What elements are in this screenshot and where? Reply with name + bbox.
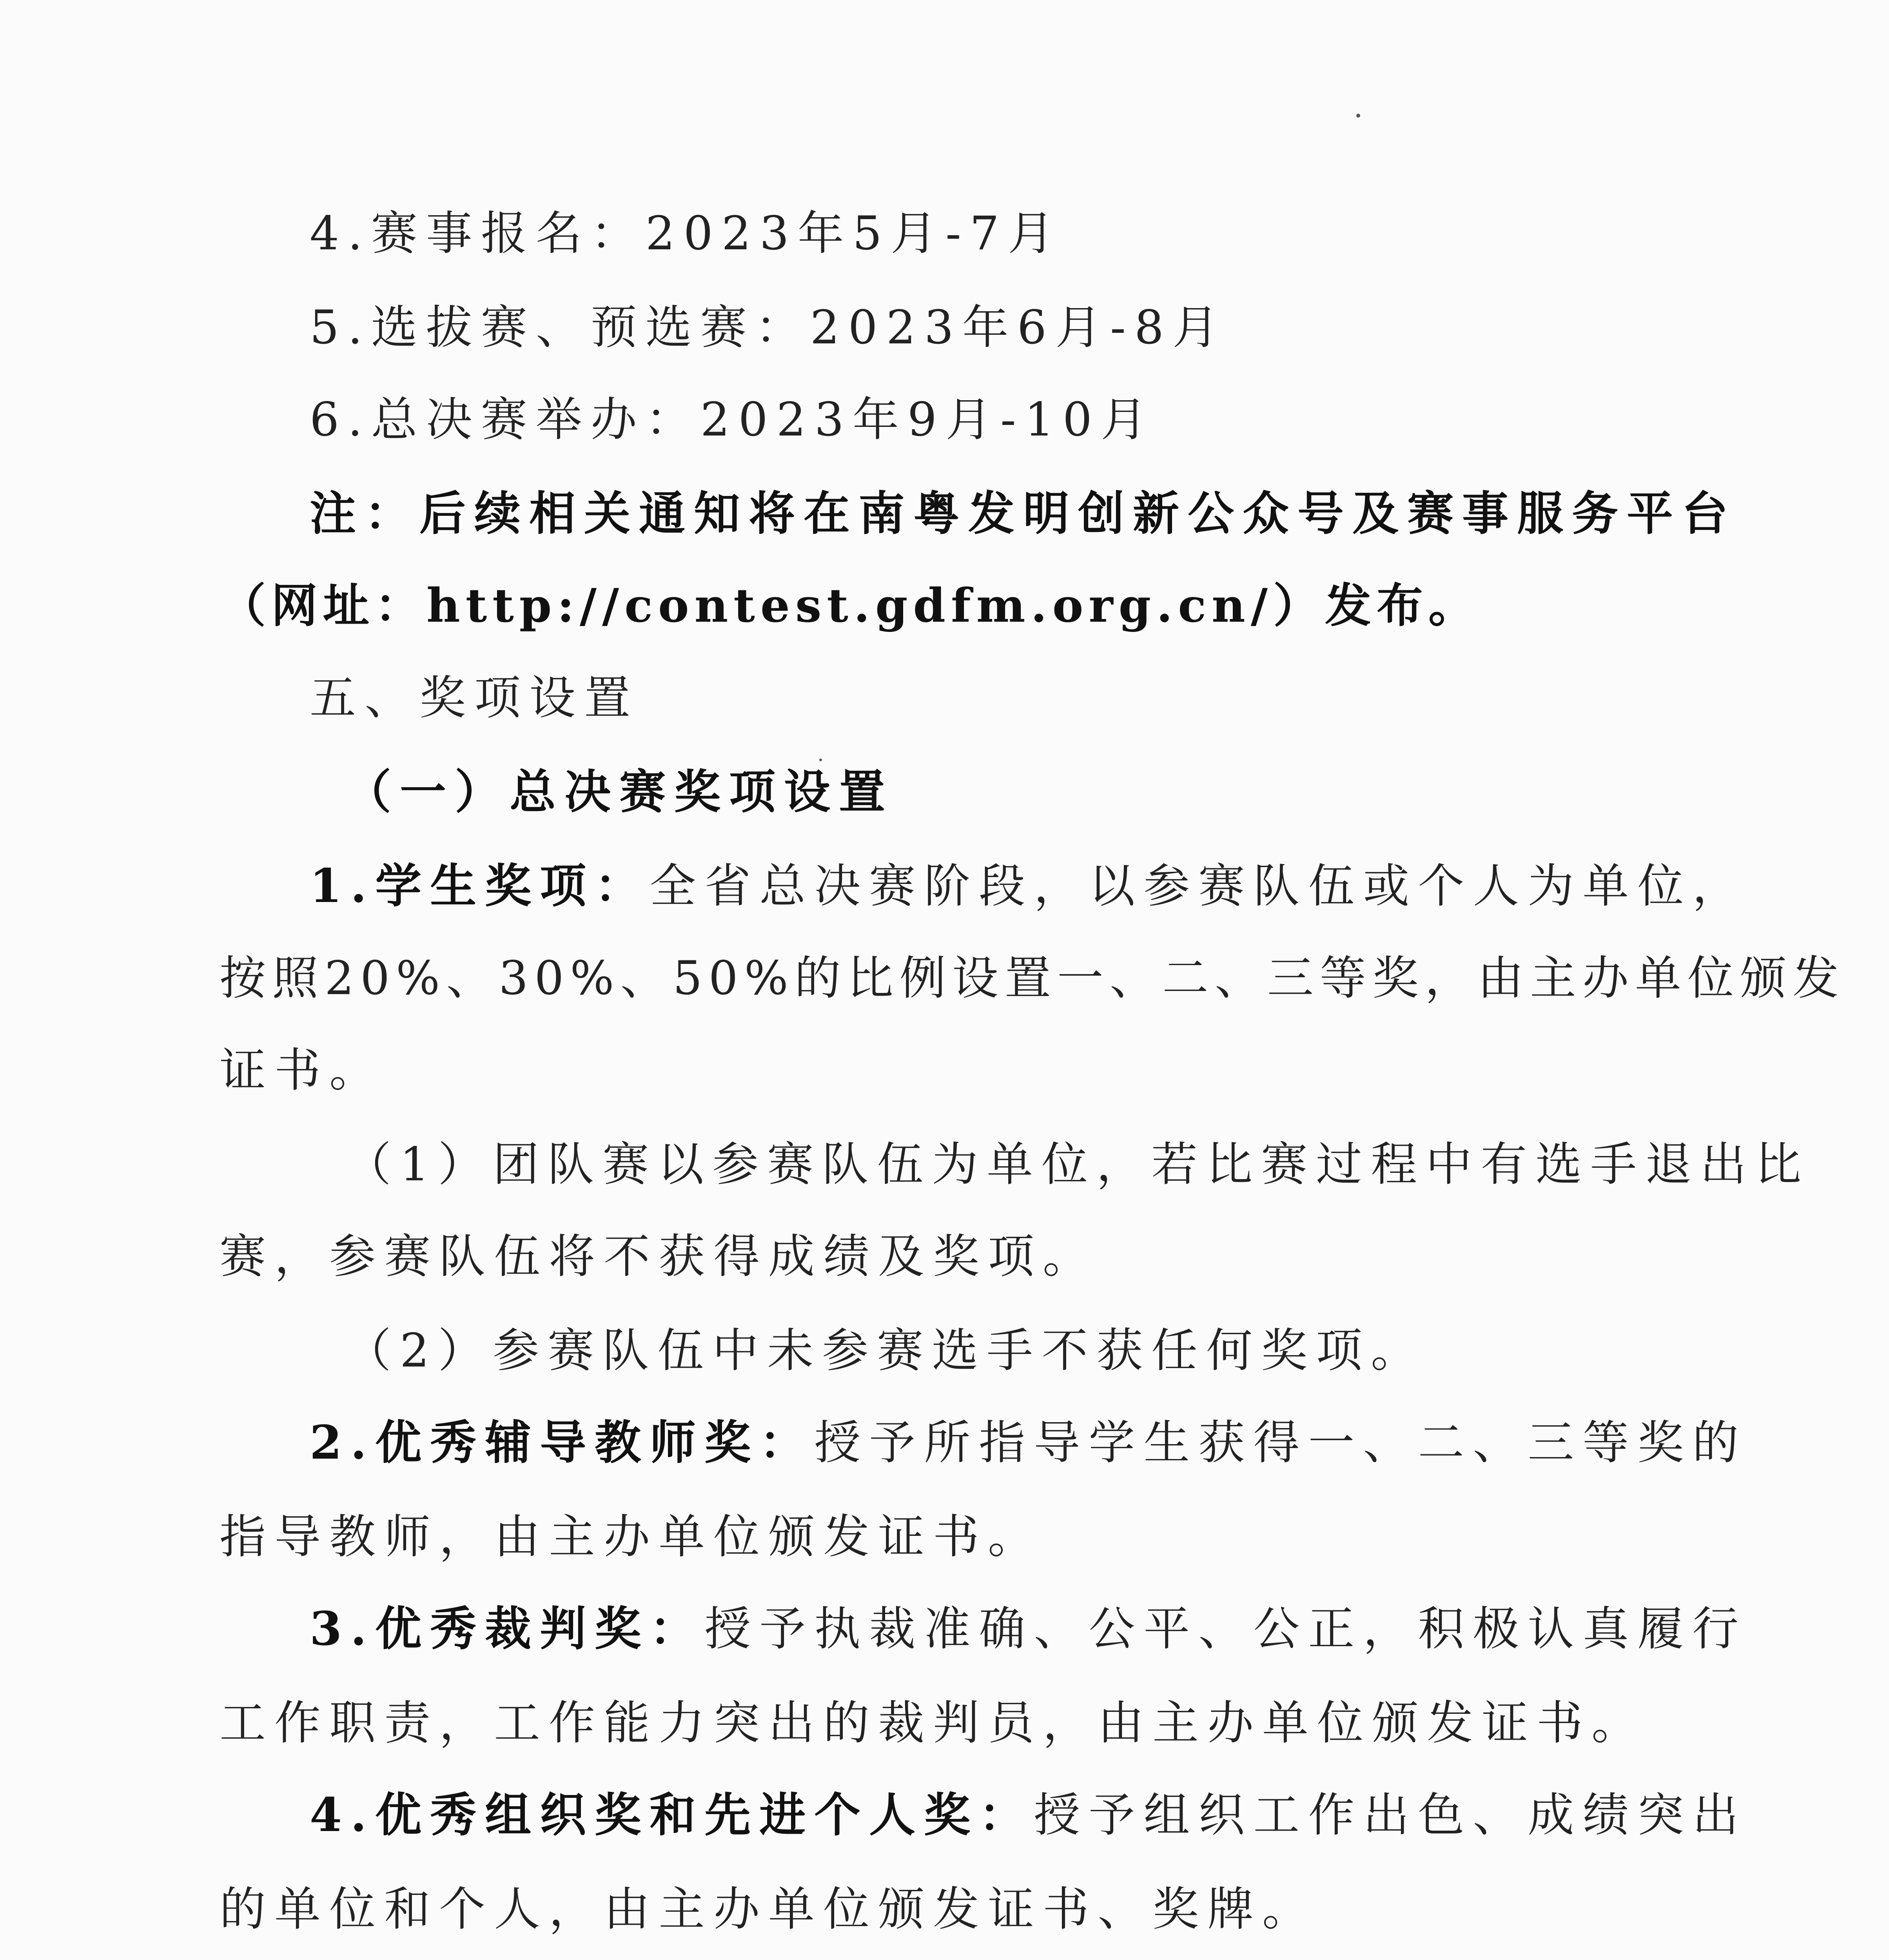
award-student-line-2: 按照20%、30%、50%的比例设置一、二、三等奖，由主办单位颁发 [220,951,1845,1005]
award-student-text: 全省总决赛阶段，以参赛队伍或个人为单位， [650,859,1747,913]
award-organization-title: 4.优秀组织奖和先进个人奖： [310,1788,1034,1842]
team-rule-absent: （2）参赛队伍中未参赛选手不获任何奖项。 [345,1323,1426,1377]
schedule-item-final: 6.总决赛举办：2023年9月-10月 [310,392,1156,446]
team-rule-line-2: 赛，参赛队伍将不获得成绩及奖项。 [220,1229,1098,1283]
award-teacher-line-1 [310,1413,1747,1472]
award-teacher-text: 授予所指导学生获得一、二、三等奖的 [814,1416,1747,1470]
award-referee-text: 授予执裁准确、公平、公正，积极认真履行 [704,1602,1747,1656]
scan-speck [1356,114,1360,118]
award-student-line-1 [310,857,1747,915]
award-referee-line-2: 工作职责，工作能力突出的裁判员，由主办单位颁发证书。 [220,1696,1647,1750]
team-rule-line-1: （1）团队赛以参赛队伍为单位，若比赛过程中有选手退出比 [345,1137,1810,1191]
award-teacher-line-2: 指导教师，由主办单位颁发证书。 [220,1510,1043,1564]
award-referee-title: 3.优秀裁判奖： [310,1601,705,1656]
award-teacher-title: 2.优秀辅导教师奖： [310,1415,815,1470]
scan-speck [819,759,822,761]
section5-sub1-heading: （一）总决赛奖项设置 [345,764,894,819]
award-organization-text: 授予组织工作出色、成绩突出 [1034,1788,1747,1842]
schedule-item-registration: 4.赛事报名：2023年5月-7月 [310,206,1063,260]
schedule-item-selection: 5.选拔赛、预选赛：2023年6月-8月 [310,300,1227,354]
award-organization-line-1 [310,1786,1747,1844]
award-student-title: 1.学生奖项： [310,858,650,913]
award-organization-line-2: 的单位和个人，由主办单位颁发证书、奖牌。 [220,1882,1317,1936]
notice-line-2: （网址：http://contest.gdfm.org.cn/）发布。 [220,578,1480,633]
notice-line-1: 注：后续相关通知将在南粤发明创新公众号及赛事服务平台 [310,486,1737,541]
section5-heading: 五、奖项设置 [310,671,639,725]
award-student-line-3: 证书。 [220,1043,385,1097]
award-referee-line-1 [310,1599,1747,1658]
